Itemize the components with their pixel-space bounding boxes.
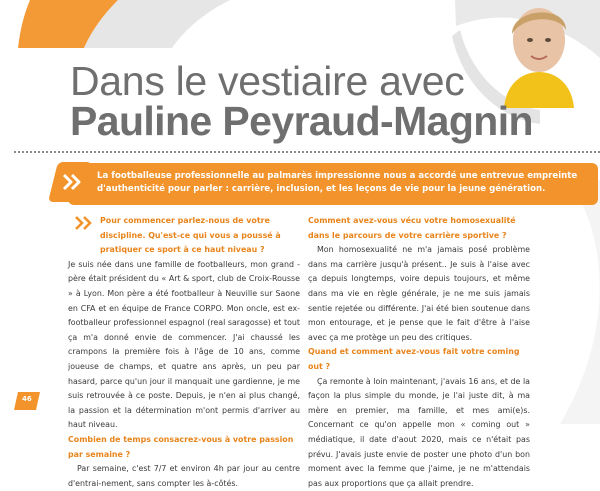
- answer-3: Mon homosexualité ne m'a jamais posé problème dans ma carrière jusqu'à présent.. Je suis à l'aise avec ça depuis longtemps, voire depuis toujours, et même dans ma vie en règle générale, je ne me suis jamais sentie rejetée ou différente. J'ai été bien soutenue dans mon entourage, et je pense que le fait d'être à l'aise avec ça me protège un peu des critiques.: [308, 245, 530, 342]
- faint-arc-shape: [560, 180, 600, 424]
- question-4: Quand et comment avez-vous fait votre coming out ?: [308, 347, 520, 371]
- title-line-1: Dans le vestiaire avec: [70, 58, 465, 104]
- dotted-divider: [14, 151, 600, 153]
- double-chevron-icon: [74, 216, 96, 230]
- answer-4: Ça remonte à loin maintenant, j'avais 16 ans, et de la façon la plus simple du monde, je l'ai juste dit, à ma mère en premier, ma famille, et mes ami(e)s. Concernant ce qu'on appelle mon « coming out » médiatique, il date d'aout 2020, mais ce n'était pas prévu. J'avais juste envie de poster une photo d'un bon moment avec la femme que j'aime, je ne m'attendais pas aux proportions que ça allait prendre.: [308, 376, 530, 488]
- answer-1: Je suis née dans une famille de footballeurs, mon grand -père était président du « Art & sport, club de Croix-Rousse » à Lyon. Mon père a été footballeur à Neuville sur Saone en CFA et en équipe de France CORPO. Mon oncle, est ex-footballeur professionnel espagnol (real saragosse) et tout ça m'a donné envie de commencer. J'ai chaussé les crampons la première fois à l'âge de 10 ans, comme joueuse de champs, et quatre ans après, un peu par hasard, parce qu'un jour il manquait une gardienne, je me suis retrouvée à ce poste. Depuis, je n'en ai plus changé, la passion et la détermination m'ont permis d'arriver au haut niveau.: [68, 259, 300, 430]
- right-column: [308, 214, 530, 491]
- question-1: [68, 214, 300, 258]
- intro-text: La footballeuse professionnelle au palmarès impressionne nous a accordé une entrevue empreinte d'authenticité pour parler : carrière, inclusion, et les leçons de vie pour la jeune génération.: [97, 171, 578, 194]
- title-line-2: Pauline Peyraud-Magnin: [70, 98, 533, 144]
- answer-2: Par semaine, c'est 7/7 et environ 4h par jour au centre d'entrai-nement, sans compter les à-côtés.: [68, 464, 300, 488]
- question-3: Comment avez-vous vécu votre homosexualité dans le parcours de votre carrière sportive ?: [308, 216, 516, 240]
- portrait-photo: [494, 0, 584, 108]
- double-chevron-icon: [61, 170, 85, 194]
- question-2: Combien de temps consacrez-vous à votre passion par semaine ?: [68, 434, 294, 459]
- page-number: 46: [22, 395, 32, 403]
- left-column: [68, 214, 300, 491]
- question-1-text: Pour commencer parlez-nous de votre discipline. Qu'est-ce qui vous a poussé à pratiquer ce sport à ce haut niveau ?: [100, 216, 281, 255]
